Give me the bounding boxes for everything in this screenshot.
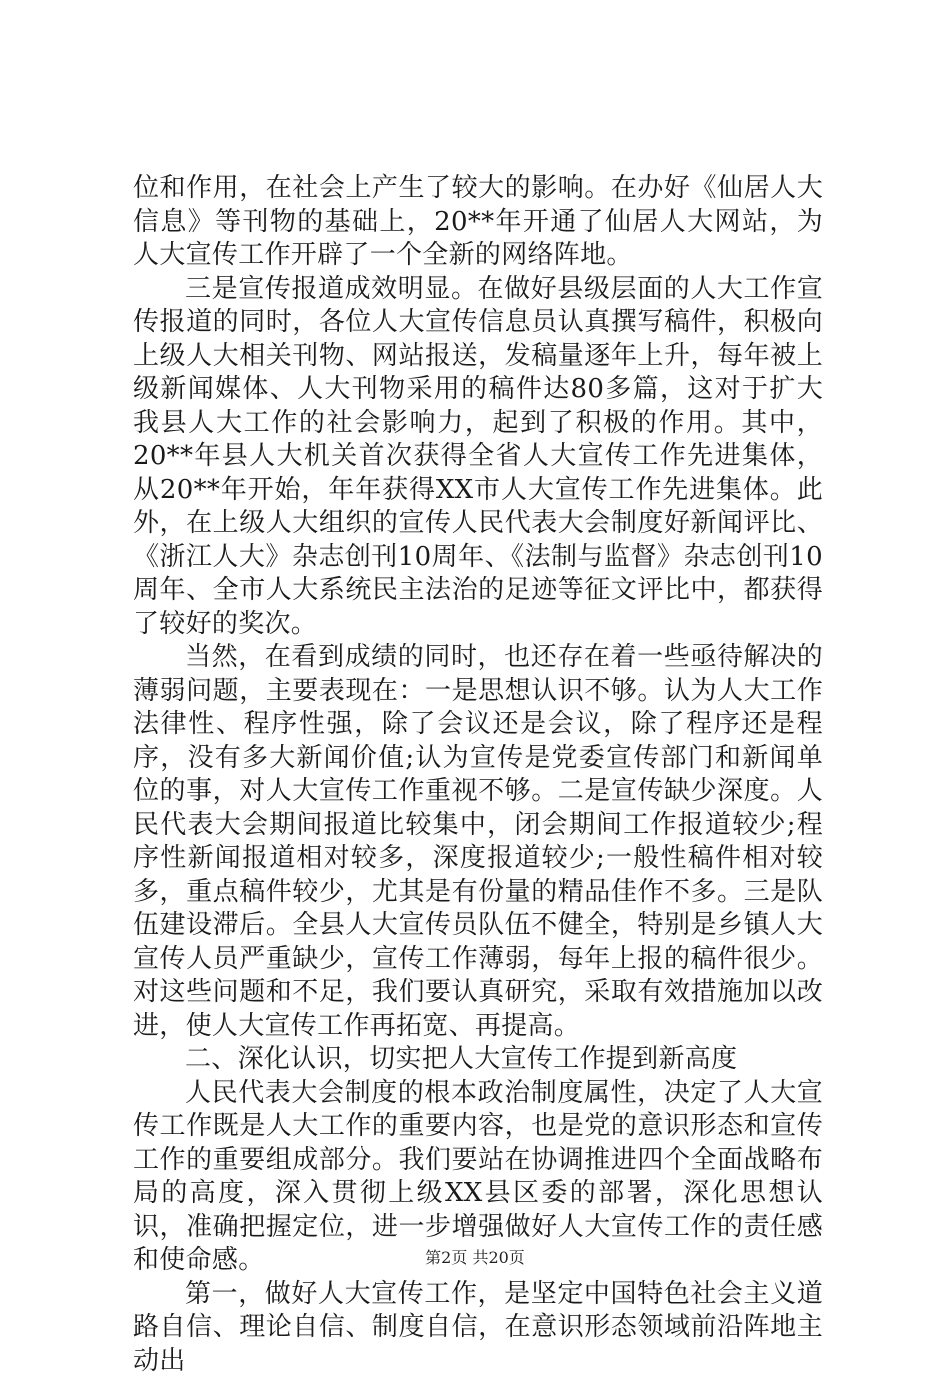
paragraph-5: 第一，做好人大宣传工作，是坚定中国特色社会主义道路自信、理论自信、制度自信，在意识形态领域前沿阵地主动出 — [133, 1278, 823, 1378]
document-body — [133, 172, 823, 1378]
paragraph-4: 人民代表大会制度的根本政治制度属性，决定了人大宣传工作既是人大工作的重要内容，也是党的意识形态和宣传工作的重要组成部分。我们要站在协调推进四个全面战略布局的高度，深入贯彻上级XX县区委的部署，深化思想认识，准确把握定位，进一步增强做好人大宣传工作的责任感和使命感。 — [133, 1077, 823, 1278]
paragraph-1: 位和作用，在社会上产生了较大的影响。在办好《仙居人大信息》等刊物的基础上，20**年开通了仙居人大网站，为人大宣传工作开辟了一个全新的网络阵地。 — [133, 172, 823, 273]
paragraph-2: 三是宣传报道成效明显。在做好县级层面的人大工作宣传报道的同时，各位人大宣传信息员认真撰写稿件，积极向上级人大相关刊物、网站报送，发稿量逐年上升，每年被上级新闻媒体、人大刊物采用的稿件达80多篇，这对于扩大我县人大工作的社会影响力，起到了积极的作用。其中，20**年县人大机关首次获得全省人大宣传工作先进集体，从20**年开始，年年获得XX市人大宣传工作先进集体。此外，在上级人大组织的宣传人民代表大会制度好新闻评比、《浙江人大》杂志创刊10周年、《法制与监督》杂志创刊10周年、全市人大系统民主法治的足迹等征文评比中，都获得了较好的奖次。 — [133, 273, 823, 642]
page-number-footer: 第2页 共20页 — [0, 1245, 950, 1268]
section-heading: 二、深化认识，切实把人大宣传工作提到新高度 — [133, 1043, 823, 1077]
paragraph-3: 当然，在看到成绩的同时，也还存在着一些亟待解决的薄弱问题，主要表现在：一是思想认识不够。认为人大工作法律性、程序性强，除了会议还是会议，除了程序还是程序，没有多大新闻价值;认为宣传是党委宣传部门和新闻单位的事，对人大宣传工作重视不够。二是宣传缺少深度。人民代表大会期间报道比较集中，闭会期间工作报道较少;程序性新闻报道相对较多，深度报道较少;一般性稿件相对较多，重点稿件较少，尤其是有份量的精品佳作不多。三是队伍建设滞后。全县人大宣传员队伍不健全，特别是乡镇人大宣传人员严重缺少，宣传工作薄弱，每年上报的稿件很少。对这些问题和不足，我们要认真研究，采取有效措施加以改进，使人大宣传工作再拓宽、再提高。 — [133, 641, 823, 1043]
